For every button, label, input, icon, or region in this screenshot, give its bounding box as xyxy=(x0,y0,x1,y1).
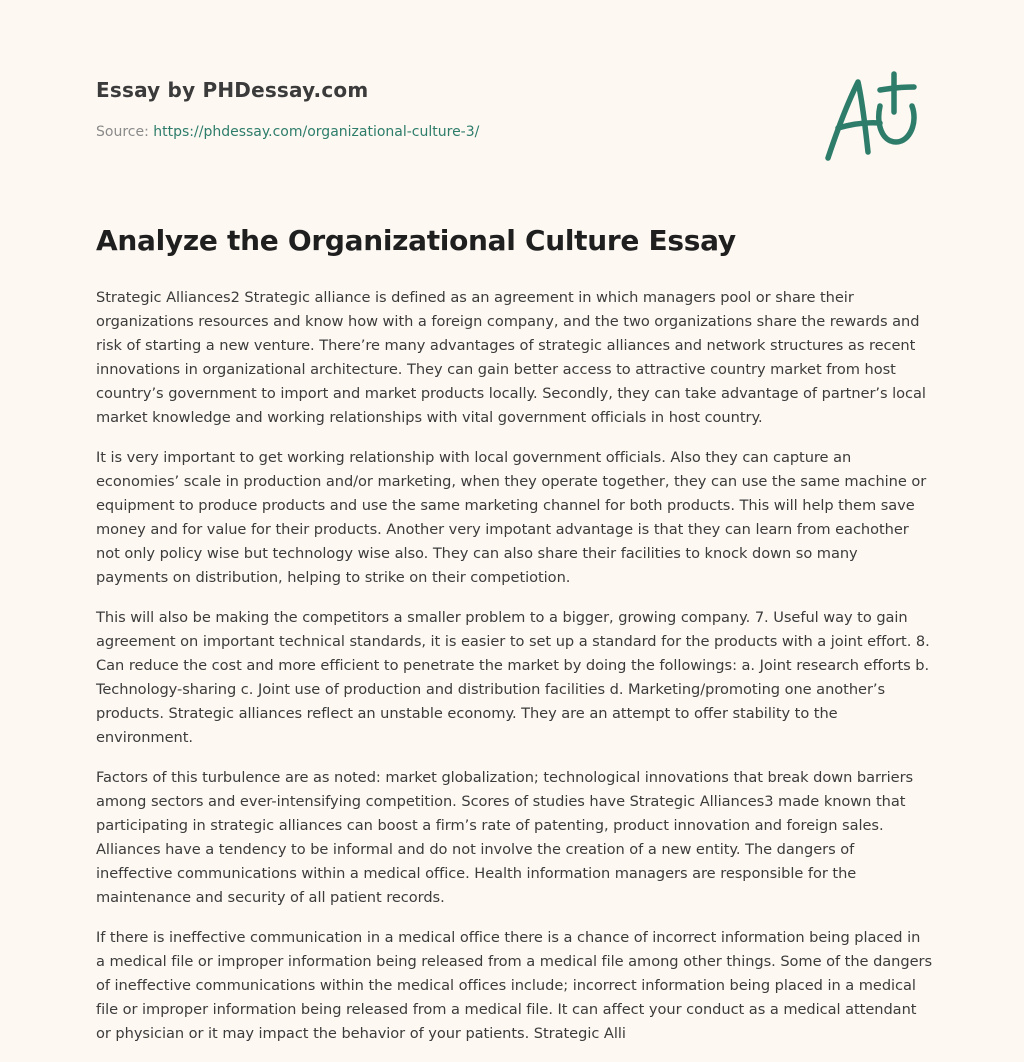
page xyxy=(96,0,933,1042)
paragraph: Factors of this turbulence are as noted: market globalization; technological innovations that break down barriers among sectors and ever-intensifying competition. Scores of studies have Strategic Alliances3 made known that participating in strategic alliances can boost a firm’s rate of patenting, product innovation and foreign sales. Alliances have a tendency to be informal and do not involve the creation of a new entity. The dangers of ineffective communications within a medical office. Health information managers are responsible for the maintenance and security of all patient records. xyxy=(96,769,914,906)
paragraph: This will also be making the competitors a smaller problem to a bigger, growing company. 7. Useful way to gain agreement on important technical standards, it is easier to set up a standard for the products with a joint effort. 8. Can reduce the cost and more efficient to penetrate the market by doing the followings: a. Joint research efforts b. Technology-sharing c. Joint use of production and distribution facilities d. Marketing/promoting one another’s products. Strategic alliances reflect an unstable economy. They are an attempt to offer stability to the environment. xyxy=(96,609,930,746)
source-label: Source: xyxy=(96,124,149,140)
paragraph: If there is ineffective communication in a medical office there is a chance of incorrect information being placed in a medical file or improper information being released from a medical file among other things. Some of the dangers of ineffective communications within the medical offices include; incorrect information being placed in a medical file or improper information being released from a medical file. It can affect your conduct as a medical attendant or physician or it may impact the behavior of your patients. Strategic Alli xyxy=(96,929,933,1042)
header xyxy=(96,0,932,200)
brand-title: Essay by PHDessay.com xyxy=(96,78,369,102)
page-title: Analyze the Organizational Culture Essay xyxy=(96,224,736,257)
source-link[interactable]: https://phdessay.com/organizational-culture-3/ xyxy=(153,124,480,140)
paragraph: Strategic Alliances2 Strategic alliance is defined as an agreement in which managers pool or share their organizations resources and know how with a foreign company, and the two organizations share the rewards and risk of starting a new venture. There’re many advantages of strategic alliances and network structures as recent innovations in organizational architecture. They can gain better access to attractive country market from host country’s government to import and market products locally. Secondly, they can take advantage of partner’s local market knowledge and working relationships with vital government officials in host country. xyxy=(96,289,926,426)
article-body xyxy=(96,286,932,1062)
paragraph: It is very important to get working relationship with local government officials. Also they can capture an economies’ scale in production and/or marketing, when they operate together, they can use the same machine or equipment to produce products and use the same marketing channel for both products. This will help them save money and for value for their products. Another very impotant advantage is that they can learn from eachother not only policy wise but technology wise also. They can also share their facilities to knock down so many payments on distribution, helping to strike on their competiotion. xyxy=(96,449,927,586)
source-line xyxy=(96,124,479,140)
a-plus-logo-icon xyxy=(818,66,928,166)
